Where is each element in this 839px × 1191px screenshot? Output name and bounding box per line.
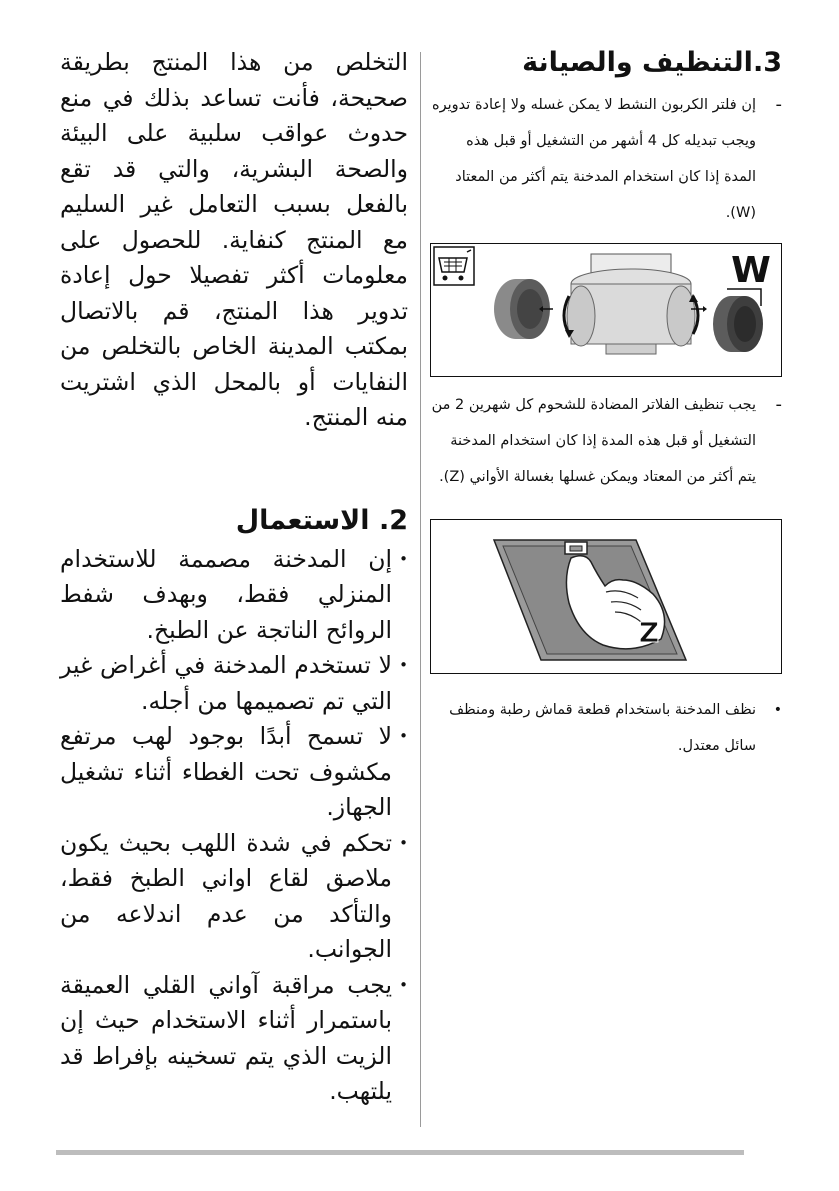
section-3-title: 3.التنظيف والصيانة bbox=[522, 47, 782, 78]
figure-label-z: Z bbox=[638, 616, 660, 649]
usage-list bbox=[60, 542, 408, 1110]
round-bullet: • bbox=[399, 656, 408, 674]
round-bullet: • bbox=[773, 702, 782, 718]
list-item bbox=[60, 648, 408, 719]
dash-bullet: - bbox=[775, 394, 782, 415]
round-bullet: • bbox=[399, 727, 408, 745]
shopping-cart-icon bbox=[434, 247, 474, 285]
footer-rule bbox=[56, 1150, 744, 1155]
list-item bbox=[60, 968, 408, 1110]
round-bullet: • bbox=[399, 833, 408, 852]
section-2-title: 2. الاستعمال bbox=[235, 504, 408, 536]
disposal-paragraph: التخلص من هذا المنتج بطريقة صحيحة، فأنت تساعد بذلك في منع حدوث عواقب سلبية على البيئة والصحة البشرية، والتي قد تقع بالفعل بسبب التعامل غير السليم مع المنتج كنفاية. للحصول على معلومات أكثر تفصيلا حول إعادة تدوير هذا المنتج، قم بالاتصال بمكتب المدينة الخاص بالتخلص من النفايات أو بالمحل الذي اشتريت منه المنتج. bbox=[60, 48, 408, 431]
usage-item-text: تحكم في شدة اللهب بحيث يكون ملاصق لقاع اواني الطبخ فقط، والتأكد من عدم اندلاعه من الجوانب. bbox=[60, 828, 392, 963]
list-item bbox=[60, 542, 408, 649]
clean-hood-text: نظف المدخنة باستخدام قطعة قماش رطبة ومنظف سائل معتدل. bbox=[449, 702, 756, 754]
column-divider bbox=[420, 52, 421, 1127]
usage-item-text: لا تسمح أبدًا بوجود لهب مرتفع مكشوف تحت الغطاء أثناء تشغيل الجهاز. bbox=[60, 722, 392, 821]
round-bullet: • bbox=[399, 975, 408, 994]
list-item bbox=[60, 826, 408, 968]
list-item bbox=[430, 87, 782, 231]
usage-item-text: يجب مراقبة آواني القلي العميقة باستمرار أثناء الاستخدام حيث إن الزيت الذي يتم تسخينه بإفراط قد يلتهب. bbox=[60, 970, 392, 1105]
list-item bbox=[60, 719, 408, 826]
usage-item-text: إن المدخنة مصممة للاستخدام المنزلي فقط، وبهدف شفط الروائح الناتجة عن الطبخ. bbox=[60, 544, 392, 644]
list-item bbox=[430, 387, 782, 495]
round-bullet: • bbox=[399, 549, 408, 568]
figure-carbon-filter bbox=[430, 243, 782, 377]
figure-grease-filter bbox=[430, 519, 782, 674]
usage-item-text: لا تستخدم المدخنة في أغراض غير التي تم تصميمها من أجله. bbox=[60, 651, 392, 715]
right-column bbox=[430, 45, 782, 764]
left-column bbox=[60, 45, 408, 1110]
dash-bullet: - bbox=[775, 94, 782, 115]
grease-filter-text: يجب تنظيف الفلاتر المضادة للشحوم كل شهرين 2 من التشغيل أو قبل هذه المدة إذا كان استخدام المدخنة يتم أكثر من المعتاد ويمكن غسلها بغسالة الأواني (Z). bbox=[431, 397, 756, 485]
figure-label-w: W bbox=[731, 250, 771, 291]
list-item bbox=[430, 692, 782, 764]
carbon-filter-text: إن فلتر الكربون النشط لا يمكن غسله ولا إعادة تدويره ويجب تبديله كل 4 أشهر من التشغيل أو قبل هذه المدة إذا كان استخدام المدخنة يتم أكثر من المعتاد (W). bbox=[432, 97, 756, 221]
carbon-filter-right-drawing bbox=[713, 296, 763, 352]
motor-drawing bbox=[564, 254, 698, 354]
